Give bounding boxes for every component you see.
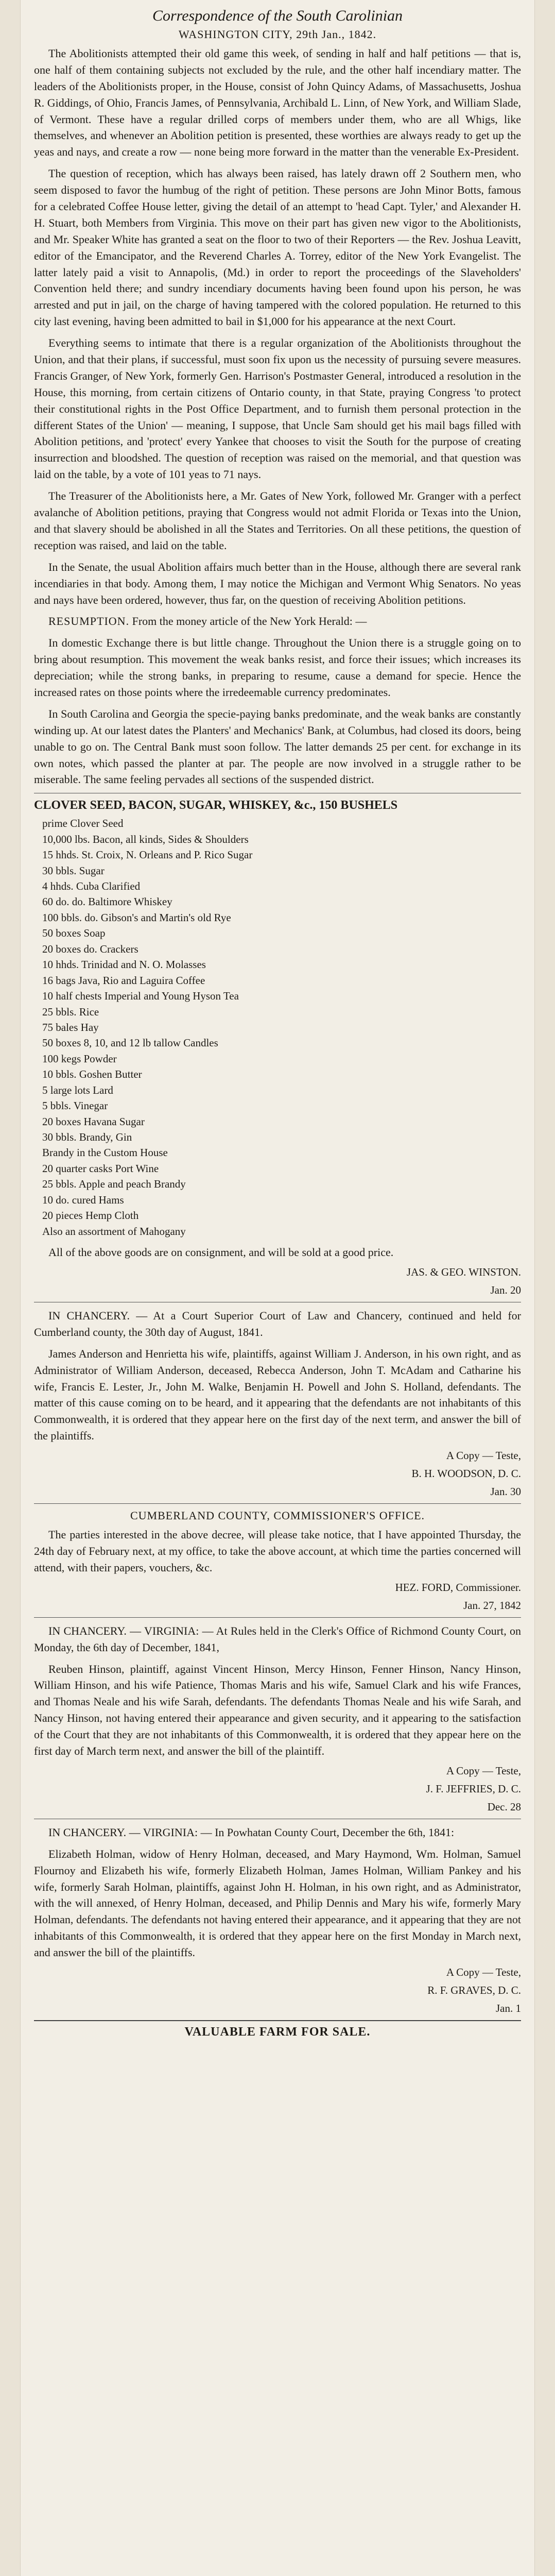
grocery-item: 100 kegs Powder bbox=[42, 1052, 117, 1065]
chancery-3-signature: J. F. JEFFRIES, D. C. bbox=[426, 1782, 521, 1795]
article-paragraph: The Abolitionists attempted their old game this week, of sending in half and half petitions — that is, one half of them containing subjects not excluded by the rule, and the other half incendiary matter. The leaders of the Abolitionists proper, in the House, consist of John Quincy Adams, of Massachusetts, Joshua R. Giddings, of Ohio, Francis James, of Pennsylvania, Archibald L. Linn, of New York, and William Slade, of Vermont. These have a regular drilled corps of members under them, who are all Whigs, like themselves, and whenever an Abolition petition is presented, these worthies are always ready to get up the yeas and nays, and create a row — none being more forward in the matter than the venerable Ex-President. bbox=[34, 47, 521, 159]
chancery-1-copy: A Copy — Teste, bbox=[446, 1449, 521, 1462]
chancery-2-body: The parties interested in the above decree, will please take notice, that I have appointed Thursday, the 24th day of February next, at my office, to take the above account, at which time the parties concerned will attend, with their papers, vouchers, &c. bbox=[34, 1528, 521, 1574]
grocery-ad-date: Jan. 20 bbox=[490, 1284, 521, 1296]
resumption-intro: From the money article of the New York Herald: — bbox=[132, 615, 367, 628]
article-paragraph: In the Senate, the usual Abolition affairs much better than in the House, although there are several rank incendiaries in that body. Among them, I may notice the Michigan and Vermont Whig Senators. No yeas and nays have been ordered, however, thus far, on the question of receiving Abolition petitions. bbox=[34, 560, 521, 606]
divider bbox=[34, 1617, 521, 1618]
grocery-item: 50 boxes 8, 10, and 12 lb tallow Candles bbox=[42, 1037, 218, 1049]
chancery-notice-3 bbox=[34, 1623, 521, 1814]
farm-sale-heading: VALUABLE FARM FOR SALE. bbox=[34, 2020, 521, 2039]
grocery-item: 50 boxes Soap bbox=[42, 927, 106, 940]
grocery-item: 10 do. cured Hams bbox=[42, 1193, 124, 1206]
chancery-notice-1 bbox=[34, 1308, 521, 1498]
chancery-4-body: Elizabeth Holman, widow of Henry Holman, deceased, and Mary Haymond, Wm. Holman, Samuel Flournoy and Elizabeth his wife, formerly Elizabeth Holman, James Holman, William Pankey and his wife, formerly Sarah Holman, plaintiffs, against John H. Holman, in his own right, and as Administrator, with the will annexed, of Henry Holman, deceased, and Philip Dennis and Mary his wife, formerly Mary Holman, defendants. The defendants not having entered their appearance, and it appearing that they are not inhabitants of this Commonwealth, it is ordered that they appear here on the first Monday in March next, and answer the bill of the plaintiffs. bbox=[34, 1847, 521, 1959]
article-paragraph: The question of reception, which has always been raised, has lately drawn off 2 Southern men, who seem disposed to favor the humbug of the right of petition. These persons are John Minor Botts, famous for a celebrated Coffee House letter, giving the detail of an attempt to 'head Capt. Tyler,' and Alexander H. H. Stuart, both Members from Virginia. This move on their part has given new vigor to the Abolitionists, and Mr. Speaker White has granted a seat on the floor to two of their Reporters — the Rev. Joshua Leavitt, editor of the Emancipator, and the Reverend Charles A. Torrey, editor of the New York Evangelist. The latter lately paid a visit to Annapolis, (Md.) in order to report the proceedings of the Slaveholders' Convention held there; and sundry incendiary documents having been found upon his person, he was arrested and put in jail, on the charge of having tampered with the colored population. He returned to this city last evening, having been admitted to bail in $1,000 for his appearance at the next Court. bbox=[34, 167, 521, 328]
chancery-2-date: Jan. 27, 1842 bbox=[463, 1599, 521, 1612]
grocery-item: Brandy in the Custom House bbox=[42, 1146, 168, 1159]
article-body bbox=[34, 45, 521, 608]
chancery-3-date: Dec. 28 bbox=[487, 1800, 521, 1813]
chancery-4-copy: A Copy — Teste, bbox=[446, 1966, 521, 1979]
resumption-section bbox=[34, 613, 521, 788]
grocery-item: 20 pieces Hemp Cloth bbox=[42, 1209, 139, 1222]
grocery-item: 10,000 lbs. Bacon, all kinds, Sides & Shoulders bbox=[42, 833, 249, 845]
article-paragraph: The Treasurer of the Abolitionists here, a Mr. Gates of New York, followed Mr. Granger with a perfect avalanche of Abolition petitions, praying that Congress would not admit Florida or Texas into the Union, and that slavery should be abolished in all the States and Territories. On all these petitions, the question of reception was raised, and laid on the table. bbox=[34, 489, 521, 552]
chancery-2-office: CUMBERLAND COUNTY, COMMISSIONER'S OFFICE. bbox=[130, 1509, 425, 1522]
grocery-item: 5 large lots Lard bbox=[42, 1083, 113, 1096]
chancery-4-date: Jan. 1 bbox=[496, 2002, 521, 2015]
grocery-item: 10 half chests Imperial and Young Hyson Tea bbox=[42, 990, 239, 1003]
chancery-2-signature: HEZ. FORD, Commissioner. bbox=[395, 1581, 521, 1594]
grocery-item: 30 bbls. Brandy, Gin bbox=[42, 1131, 132, 1144]
dateline: WASHINGTON CITY, 29th Jan., 1842. bbox=[178, 28, 377, 41]
grocery-item: 20 quarter casks Port Wine bbox=[42, 1162, 159, 1175]
grocery-item: 16 bags Java, Rio and Laguira Coffee bbox=[42, 974, 205, 987]
resumption-paragraph: In domestic Exchange there is but little change. Throughout the Union there is a struggle going on to bring about resumption. This movement the weak banks resist, and force their issues; which increases its depreciation; while the strong banks, in preparing to resume, cause a demand for specie. Hence the increased rates on those points where the irredeemable currency predominates. bbox=[34, 636, 521, 699]
grocery-item: 15 hhds. St. Croix, N. Orleans and P. Rico Sugar bbox=[42, 849, 253, 861]
grocery-item: 4 hhds. Cuba Clarified bbox=[42, 880, 141, 893]
resumption-lead bbox=[34, 613, 521, 630]
chancery-notice-4 bbox=[34, 1824, 521, 2015]
grocery-item: 30 bbls. Sugar bbox=[42, 864, 105, 877]
grocery-item: 60 do. do. Baltimore Whiskey bbox=[42, 895, 172, 908]
grocery-ad-signature: JAS. & GEO. WINSTON. bbox=[406, 1266, 521, 1278]
newspaper-column bbox=[20, 0, 535, 2576]
grocery-item: 25 bbls. Rice bbox=[42, 1005, 99, 1018]
grocery-item: 20 boxes Havana Sugar bbox=[42, 1115, 145, 1128]
chancery-1-signature: B. H. WOODSON, D. C. bbox=[411, 1467, 521, 1480]
grocery-item: 75 bales Hay bbox=[42, 1021, 99, 1033]
divider bbox=[34, 1503, 521, 1504]
grocery-item: 20 boxes do. Crackers bbox=[42, 942, 138, 955]
grocery-ad bbox=[34, 799, 521, 1297]
chancery-3-title: IN CHANCERY. — VIRGINIA: — At Rules held in the Clerk's Office of Richmond County Court, on Monday, the 6th day of December, 1841, bbox=[34, 1624, 521, 1654]
grocery-item: 10 bbls. Goshen Butter bbox=[42, 1068, 142, 1081]
chancery-1-body: James Anderson and Henrietta his wife, plaintiffs, against William J. Anderson, in his own right, and as Administrator of William Anderson, deceased, Rebecca Anderson, John T. McAdam and Catharine his wife, Francis E. Lester, Jr., John M. Walke, Benjamin H. Powell and John S. Holland, defendants. The matter of this cause coming on to be heard, and it appearing that the defendants are not inhabitants of this Commonwealth, it is ordered that they appear here on the first day of the next term, and answer the bill of the plaintiffs. bbox=[34, 1347, 521, 1443]
grocery-ad-note: All of the above goods are on consignment, and will be sold at a good price. bbox=[48, 1246, 394, 1259]
grocery-item: 25 bbls. Apple and peach Brandy bbox=[42, 1178, 186, 1191]
grocery-item: 10 hhds. Trinidad and N. O. Molasses bbox=[42, 958, 206, 971]
grocery-ad-title: CLOVER SEED, BACON, SUGAR, WHISKEY, &c., 150 BUSHELS bbox=[34, 799, 398, 812]
chancery-4-title: IN CHANCERY. — VIRGINIA: — In Powhatan County Court, December the 6th, 1841: bbox=[48, 1825, 455, 1839]
grocery-item: Also an assortment of Mahogany bbox=[42, 1225, 186, 1238]
column-heading: Correspondence of the South Carolinian bbox=[152, 7, 403, 24]
article-paragraph: Everything seems to intimate that there is a regular organization of the Abolitionists throughout the Union, and that their plans, if successful, must soon fix upon us the necessity of pursuing severe measures. Francis Granger, of New York, formerly Gen. Harrison's Postmaster General, introduced a resolution in the House, this morning, from certain citizens of Ontario county, in that State, praying Congress 'to protect their constitutional rights in the Post Office Department, and to furnish them personal protection in the different States of the Union' — meaning, I suppose, that Uncle Sam should get his mail bags filled with Abolition petitions, and 'protect' every Yankee that chooses to visit the South for the purpose of creating insurrection and bloodshed. The question of reception was raised on the memorial, and that question was laid on the table, by a vote of 101 yeas to 71 nays. bbox=[34, 336, 521, 481]
chancery-1-title: IN CHANCERY. — At a Court Superior Court of Law and Chancery, continued and held for Cumberland county, the 30th day of August, 1841. bbox=[34, 1309, 521, 1338]
resumption-paragraph: In South Carolina and Georgia the specie-paying banks predominate, and the weak banks are constantly winding up. At our latest dates the Planters' and Mechanics' Bank, at Columbus, had closed its doors, being unable to go on. The Central Bank must soon follow. The latter demands 25 per cent. for exchange in its own notes, which passed the planter at par. The people are now involved in a struggle rather to be miserable. The same feeling pervades all sections of the suspended district. bbox=[34, 707, 521, 786]
grocery-item-list bbox=[34, 816, 521, 1239]
grocery-item: prime Clover Seed bbox=[42, 817, 124, 830]
chancery-notice-2 bbox=[34, 1509, 521, 1612]
grocery-item: 100 bbls. do. Gibson's and Martin's old Rye bbox=[42, 911, 231, 924]
grocery-item: 5 bbls. Vinegar bbox=[42, 1099, 108, 1112]
chancery-1-date: Jan. 30 bbox=[490, 1485, 521, 1498]
chancery-3-copy: A Copy — Teste, bbox=[446, 1764, 521, 1777]
chancery-4-signature: R. F. GRAVES, D. C. bbox=[427, 1984, 521, 1997]
chancery-3-body: Reuben Hinson, plaintiff, against Vincent Hinson, Mercy Hinson, Fenner Hinson, Nancy Hinson, William Hinson, and his wife Patience, Thomas Maris and his wife, Samuel Clark and his wife Frances, and Thomas Neale and his wife Sarah, defendants. The defendants Thomas Neale and his wife Sarah, and Nancy Hinson, not having entered their appearance and given security, and it appearing to the satisfaction of the Court that they are not inhabitants of this Commonwealth, it is ordered that they appear here on the first day of March term next, and answer the bill of the plaintiff. bbox=[34, 1662, 521, 1758]
resumption-label: RESUMPTION. bbox=[48, 615, 130, 628]
